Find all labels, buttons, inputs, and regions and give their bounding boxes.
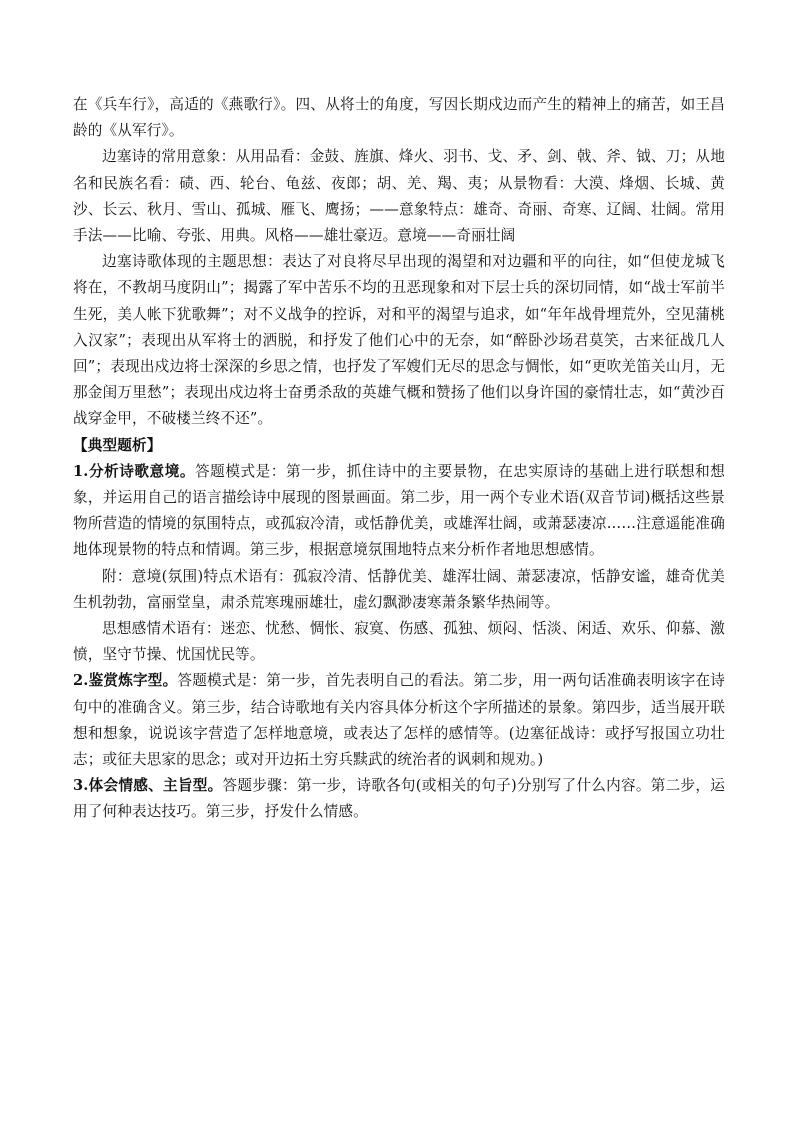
item-wording-paragraph [73,668,725,773]
item-emotion-paragraph [73,773,725,825]
document-page [73,92,725,826]
section-title: 【典型题析】 [73,436,162,454]
intro-paragraph: 在《兵车行》，高适的《燕歌行》。四、从将士的角度，写因长期戍边而产生的精神上的痛苦，如王昌龄的《从军行》。 [73,96,725,140]
imagery-paragraph: 边塞诗的常用意象：从用品看：金鼓、旌旗、烽火、羽书、戈、矛、剑、戟、斧、钺、刀；从地名和民族名看：碛、西、轮台、龟兹、夜郎；胡、羌、羯、夷；从景物看：大漠、烽烟、长城、黄沙、长云、秋月、雪山、孤城、雁飞、鹰扬；——意象特点：雄奇、奇丽、奇寒、辽阔、壮阔。常用手法——比喻、夸张、用典。风格——雄壮豪迈。意境——奇丽壮阔 [73,148,725,245]
item-wording-lead: 2.鉴赏炼字型。 [73,672,178,690]
emotions-paragraph: 思想感情术语有：迷恋、忧愁、惆怅、寂寞、伤感、孤独、烦闷、恬淡、闲适、欢乐、仰慕、激愤，坚守节操、忧国忧民等。 [73,620,725,664]
item-analysis-lead: 1.分析诗歌意境。 [73,462,196,480]
item-analysis-paragraph [73,459,725,564]
item-emotion-body: 答题步骤：第一步，诗歌各句(或相关的句子)分别写了什么内容。第二步，运用了何种表达技巧。第三步，抒发什么情感。 [73,777,726,821]
item-analysis-body: 答题模式是：第一步，抓住诗中的主要景物，在忠实原诗的基础上进行联想和想象，并运用自己的语言描绘诗中展现的图景画面。第二步，用一两个专业术语(双音节词)概括这些景物所营造的情境的氛围特点，或孤寂冷清，或恬静优美，或雄浑壮阔，或萧瑟凄凉……注意遥能准确地体现景物的特点和情调。第三步，根据意境氛围地特点来分析作者地思想感情。 [73,462,725,559]
item-wording-body: 答题模式是：第一步，首先表明自己的看法。第二步，用一两句话准确表明该字在诗句中的准确含义。第三步，结合诗歌地有关内容具体分析这个字所描述的景象。第四步，适当展开联想和想象，说说该字营造了怎样地意境，或表达了怎样的感情等。(边塞征战诗：或抒写报国立功壮志；或征夫思家的思念；或对开边拓土穷兵黩武的统治者的讽刺和规劝。) [73,672,725,769]
item-emotion-lead: 3.体会情感、主旨型。 [73,777,223,795]
themes-paragraph: 边塞诗歌体现的主题思想：表达了对良将尽早出现的渴望和对边疆和平的向往，如“但使龙城飞将在，不教胡马度阴山”；揭露了军中苦乐不均的丑恶现象和对下层士兵的深切同情，如“战士军前半生死，美人帐下犹歌舞”；对不义战争的控诉，对和平的渴望与追求，如“年年战骨埋荒外，空见蒲桃入汉家”；表现出从军将士的洒脱，和抒发了他们心中的无奈，如“醉卧沙场君莫笑，古来征战几人回”；表现出戍边将士深深的乡思之情，也抒发了军嫂们无尽的思念与惆怅，如“更吹羌笛关山月，无那金闺万里愁”；表现出戍边将士奋勇杀敌的英雄气概和赞扬了他们以身许国的豪情壮志，如“黄沙百战穿金甲，不破楼兰终不还”。 [73,253,725,428]
appendix-paragraph: 附：意境(氛围)特点术语有：孤寂冷清、恬静优美、雄浑壮阔、萧瑟凄凉，恬静安谧，雄奇优美生机勃勃，富丽堂皇，肃杀荒寒瑰丽雄壮，虚幻飘渺凄寒萧条繁华热闹等。 [73,567,725,611]
